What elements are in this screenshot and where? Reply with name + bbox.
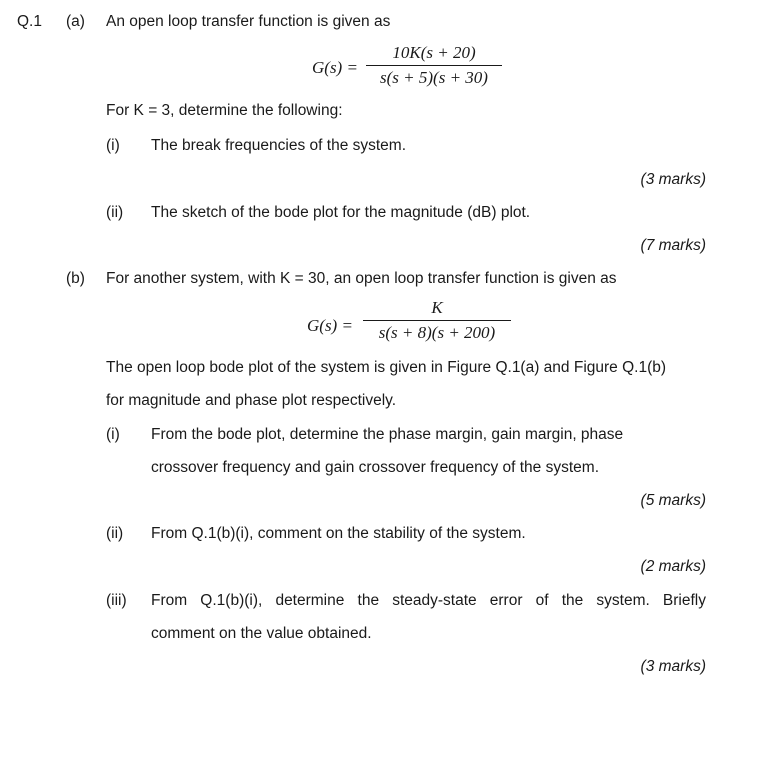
part-a-i-label: (i) <box>106 137 120 154</box>
part-b-iii-marks: (3 marks) <box>640 658 706 675</box>
part-b-ii-label: (ii) <box>106 525 124 542</box>
part-a-given: For K = 3, determine the following: <box>106 102 343 119</box>
part-a-tf-numerator: 10K(s + 20) <box>392 43 476 62</box>
part-b-iii-line2: comment on the value obtained. <box>151 625 372 642</box>
part-b-ii-line1: From Q.1(b)(i), comment on the stability of the system. <box>151 525 526 542</box>
part-b-paragraph-line1: The open loop bode plot of the system is given in Figure Q.1(a) and Figure Q.1(b) <box>106 359 667 376</box>
part-b-tf-fraction <box>363 298 511 343</box>
part-a-intro: An open loop transfer function is given as <box>106 13 391 30</box>
question-number: Q.1 <box>17 13 42 30</box>
part-b-label: (b) <box>66 270 85 287</box>
part-b-iii-label: (iii) <box>106 592 127 609</box>
part-a-ii-text: The sketch of the bode plot for the magnitude (dB) plot. <box>151 204 531 221</box>
part-b-tf-numerator: K <box>431 298 443 317</box>
part-a-ii-marks: (7 marks) <box>640 237 706 254</box>
part-b-ii-marks: (2 marks) <box>640 558 706 575</box>
part-b-iii-line1: From Q.1(b)(i), determine the steady-state error of the system. Briefly <box>151 592 706 609</box>
part-b-paragraph-line2: for magnitude and phase plot respectively. <box>106 392 397 409</box>
part-a-tf-fraction <box>366 43 502 88</box>
part-b-intro: For another system, with K = 30, an open loop transfer function is given as <box>106 270 617 287</box>
part-b-i-marks: (5 marks) <box>640 492 706 509</box>
part-a-ii-label: (ii) <box>106 204 124 221</box>
part-a-label: (a) <box>66 13 85 30</box>
part-b-i-label: (i) <box>106 426 120 443</box>
part-a-tf-denominator: s(s + 5)(s + 30) <box>380 68 488 87</box>
part-a-i-text: The break frequencies of the system. <box>151 137 407 154</box>
part-b-tf-lhs: G(s) = <box>307 316 353 335</box>
part-a-tf-lhs: G(s) = <box>312 58 358 77</box>
part-a-i-marks: (3 marks) <box>640 171 706 188</box>
part-b-i-line1: From the bode plot, determine the phase margin, gain margin, phase <box>151 426 624 443</box>
part-b-tf-denominator: s(s + 8)(s + 200) <box>378 323 496 342</box>
part-b-i-line2: crossover frequency and gain crossover frequency of the system. <box>151 459 599 476</box>
